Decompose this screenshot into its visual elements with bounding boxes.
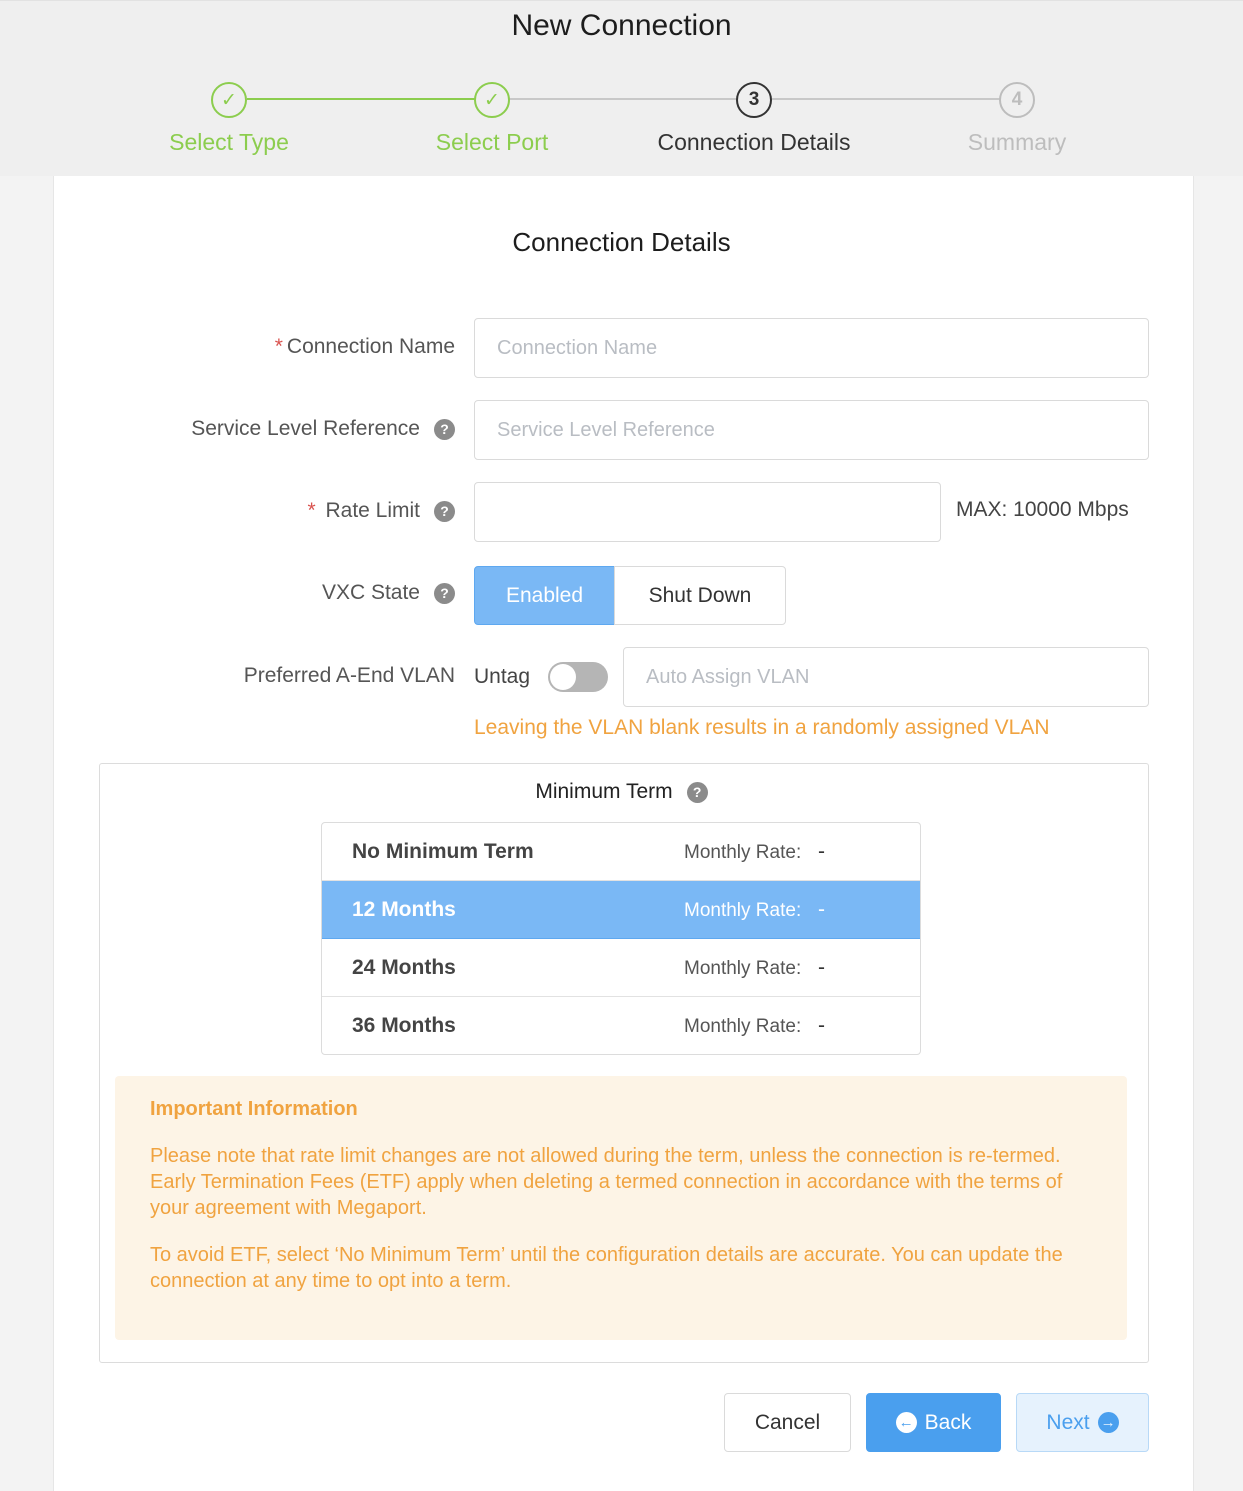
back-button[interactable] xyxy=(866,1393,1001,1452)
rate-limit-max: MAX: 10000 Mbps xyxy=(956,498,1129,521)
monthly-rate-value: - xyxy=(818,1014,825,1037)
connection-name-label xyxy=(275,335,455,359)
important-info-box xyxy=(115,1076,1127,1340)
step-1-label[interactable]: Select Type xyxy=(169,129,289,155)
vxc-shutdown-button[interactable]: Shut Down xyxy=(614,566,786,625)
term-name: 12 Months xyxy=(352,898,456,921)
cancel-button[interactable] xyxy=(724,1393,851,1452)
term-option-24-months[interactable] xyxy=(322,939,920,997)
untag-toggle[interactable] xyxy=(548,662,608,692)
service-level-reference-input[interactable] xyxy=(474,400,1149,460)
step-2-check-icon[interactable]: ✓ xyxy=(474,82,510,118)
service-level-reference-label xyxy=(191,417,455,441)
vxc-enabled-button[interactable]: Enabled xyxy=(474,566,615,625)
vxc-state-label-text: VXC State xyxy=(321,581,420,604)
monthly-rate-value: - xyxy=(818,898,825,921)
help-icon[interactable]: ? xyxy=(687,782,708,803)
service-level-reference-label-text: Service Level Reference xyxy=(191,417,420,440)
step-3-marker: 3 xyxy=(736,82,772,118)
monthly-rate-label: Monthly Rate: xyxy=(684,958,802,979)
untag-label: Untag xyxy=(474,665,531,688)
help-icon[interactable]: ? xyxy=(434,501,455,522)
vlan-input[interactable] xyxy=(623,647,1149,707)
monthly-rate-value: - xyxy=(818,840,825,863)
minimum-term-title-text: Minimum Term xyxy=(535,780,673,803)
cancel-button-label: Cancel xyxy=(754,1410,821,1434)
connection-name-label-text: Connection Name xyxy=(286,335,455,358)
back-button-label: Back xyxy=(924,1410,972,1434)
important-info-paragraph-2: To avoid ETF, select ‘No Minimum Term’ until the configuration details are accurate. You can update the connection at any time to opt into a term. xyxy=(150,1244,1063,1292)
rate-limit-label xyxy=(307,499,455,523)
term-name: No Minimum Term xyxy=(352,840,534,863)
next-button-label: Next xyxy=(1046,1410,1090,1434)
step-4-marker: 4 xyxy=(999,82,1035,118)
term-name: 24 Months xyxy=(352,956,456,979)
monthly-rate-label: Monthly Rate: xyxy=(684,1016,802,1037)
step-connector-3 xyxy=(772,98,1000,100)
step-3-label: Connection Details xyxy=(657,129,851,155)
monthly-rate-value: - xyxy=(818,956,825,979)
page-title: New Connection xyxy=(511,9,732,42)
help-icon[interactable]: ? xyxy=(434,583,455,604)
step-connector-2 xyxy=(509,98,737,100)
next-button[interactable] xyxy=(1016,1393,1149,1452)
minimum-term-title xyxy=(0,780,1243,804)
help-icon[interactable]: ? xyxy=(434,419,455,440)
required-mark: * xyxy=(274,335,283,358)
important-info-heading: Important Information xyxy=(150,1098,358,1120)
required-mark: * xyxy=(307,499,316,522)
vxc-state-label xyxy=(322,581,455,605)
step-4-label: Summary xyxy=(967,129,1067,155)
connection-name-input[interactable] xyxy=(474,318,1149,378)
term-option-no-minimum[interactable] xyxy=(322,823,920,881)
monthly-rate-label: Monthly Rate: xyxy=(684,900,802,921)
wizard-header xyxy=(0,0,1243,176)
minimum-term-list xyxy=(321,822,921,1055)
monthly-rate-label: Monthly Rate: xyxy=(684,842,802,863)
section-title: Connection Details xyxy=(512,227,731,257)
step-2-label[interactable]: Select Port xyxy=(435,129,549,155)
vlan-hint: Leaving the VLAN blank results in a randomly assigned VLAN xyxy=(474,716,1050,739)
step-1-check-icon[interactable]: ✓ xyxy=(211,82,247,118)
step-connector-1 xyxy=(247,98,475,100)
vlan-label xyxy=(244,664,455,688)
important-info-paragraph-1: Please note that rate limit changes are not allowed during the term, unless the connection is re-termed. Early Termination Fees (ETF) apply when deleting a termed connection in accordance with the terms of your agreement with Megaport. xyxy=(150,1145,1063,1219)
rate-limit-input[interactable] xyxy=(474,482,941,542)
term-option-12-months[interactable] xyxy=(322,881,920,939)
rate-limit-label-text: Rate Limit xyxy=(325,499,420,522)
term-name: 36 Months xyxy=(352,1014,456,1037)
arrow-left-circle-icon: ← xyxy=(896,1412,917,1433)
term-option-36-months[interactable] xyxy=(322,997,920,1055)
vlan-label-text: Preferred A-End VLAN xyxy=(243,664,455,687)
arrow-right-circle-icon: → xyxy=(1098,1412,1119,1433)
toggle-knob xyxy=(550,664,576,690)
